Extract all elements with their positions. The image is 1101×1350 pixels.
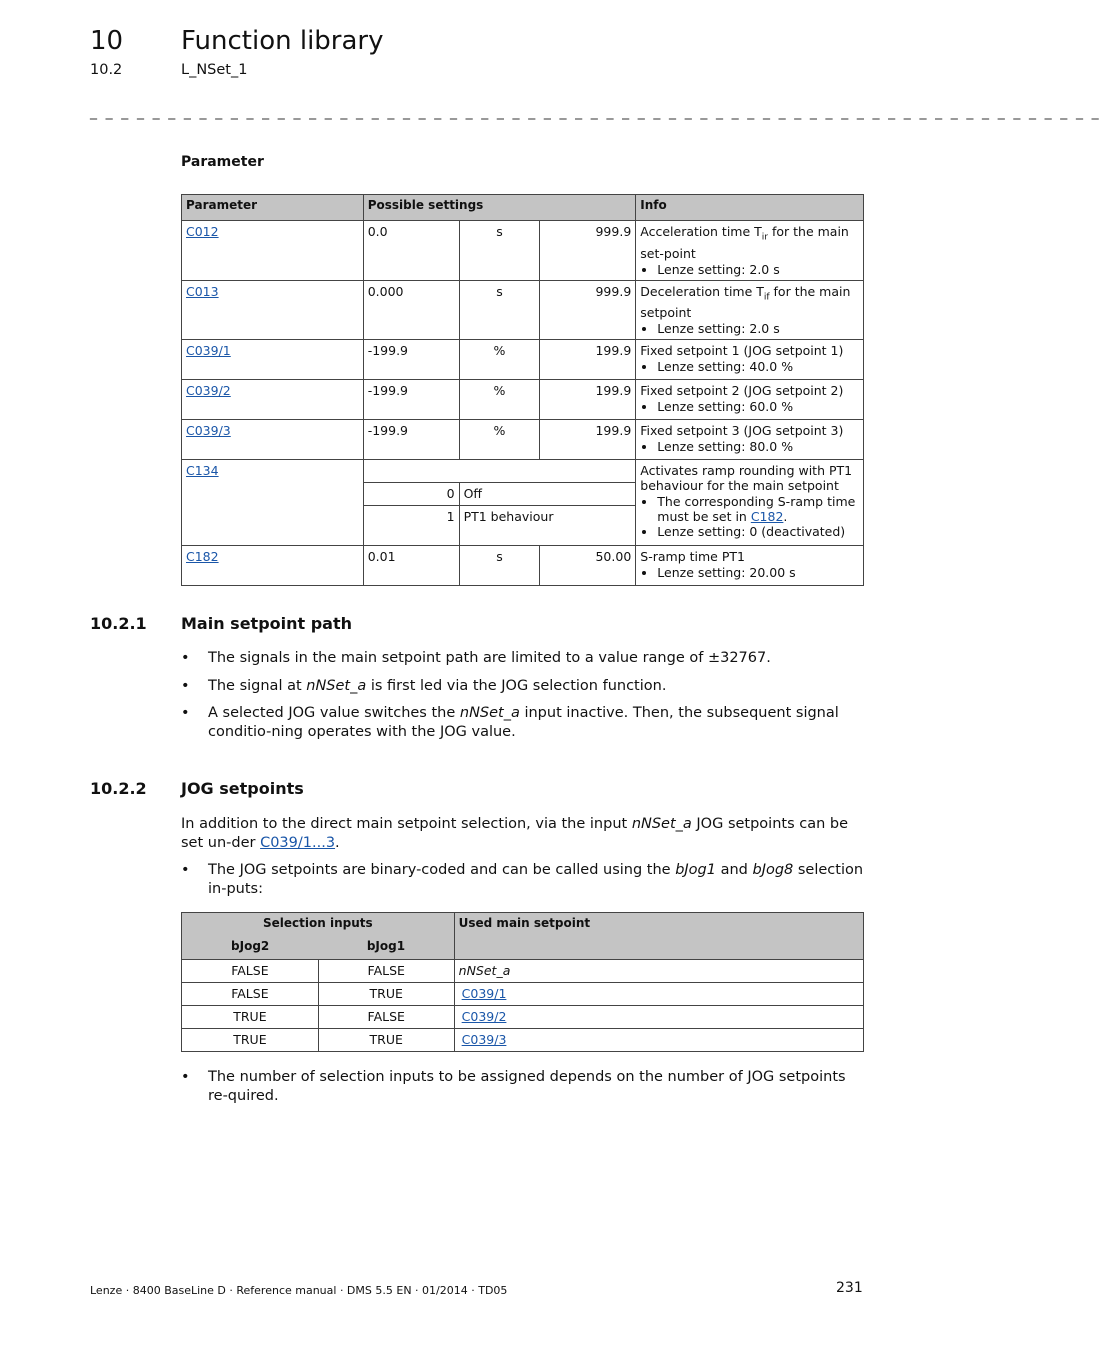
text-run: The signal at [208,678,307,694]
header-selection-inputs: Selection inputs [182,913,455,937]
list-item [181,704,864,742]
parameter-heading: Parameter [181,154,264,170]
chapter-number: 10 [90,26,124,56]
info-cell [636,420,864,460]
list-item [181,677,864,696]
info-text: Acceleration time T [640,224,762,239]
info-cell [636,546,864,586]
info-text: Activates ramp rounding with PT1 behaviour for the main setpoint [640,463,853,493]
empty-cell [363,460,636,483]
header-bjog2: bJog2 [182,936,319,960]
text-run: is first led via the JOG selection function. [366,678,667,694]
header-used-main-setpoint: Used main setpoint [454,913,863,960]
bullet: • [181,862,190,878]
jog-table-header [182,913,864,937]
max-value: 999.9 [540,221,636,281]
info-bullet: • Lenze setting: 80.0 % [657,439,859,454]
text-run: JOG setpoints can be set un-der [181,816,849,851]
bullet: • [181,678,190,694]
header-bjog1: bJog1 [318,936,454,960]
chapter-title: Function library [181,26,384,56]
parameter-table [181,194,864,586]
text-run: . [335,835,340,851]
max-value: 199.9 [540,340,636,380]
min-value: 0.000 [363,280,459,340]
text-run: In addition to the direct main setpoint selection, via the input [181,816,632,832]
info-bullet-text: The corresponding S-ramp time must be set in [657,494,856,524]
max-value: 999.9 [540,280,636,340]
list-item [181,649,864,668]
option-label: PT1 behaviour [459,506,636,546]
signal-name: nNSet_a [306,678,367,694]
param-link-c039-3[interactable]: C039/3 [186,423,231,438]
footer-document-info: Lenze · 8400 BaseLine D · Reference manual · DMS 5.5 EN · 01/2014 · TD05 [90,1284,508,1297]
info-bullet: • Lenze setting: 2.0 s [657,262,859,277]
info-cell [636,340,864,380]
info-text: for the main setpoint [640,283,851,320]
list-item-text: The signals in the main setpoint path are limited to a value range of ±32767. [208,650,771,666]
signal-name: nNSet_a [631,816,692,832]
unit: % [459,340,540,380]
info-subscript: ir [761,232,768,243]
info-text: Fixed setpoint 2 (JOG setpoint 2) [640,383,844,398]
parameter-table-header [182,195,864,221]
info-text: Fixed setpoint 3 (JOG setpoint 3) [640,423,844,438]
info-text: S-ramp time PT1 [640,549,745,564]
list-item-text [208,861,864,899]
list-item-text: The number of selection inputs to be assigned depends on the number of JOG setpoints re-quired. [208,1069,846,1104]
bullet: • [181,1069,190,1085]
max-value: 199.9 [540,380,636,420]
bjog1-value: TRUE [318,983,454,1006]
info-cell [636,380,864,420]
link-c039-1[interactable]: C039/1 [461,986,507,1001]
info-cell [636,221,864,281]
header-separator: _ _ _ _ _ _ _ _ _ _ _ _ _ _ _ _ _ _ _ _ _ _ _ _ _ _ _ _ _ _ _ _ _ _ _ _ _ _ _ _ _ _ _ _ _ _ _ _ _ _ _ _ _ _ _ _ _ _ _ _ _ _ _ _ _ [90,104,1101,120]
heading-jog-setpoints: JOG setpoints [181,779,304,798]
bjog1-value: TRUE [318,1029,454,1052]
min-value: -199.9 [363,340,459,380]
info-text: for the main set-point [640,224,849,261]
section-number: 10.2 [90,62,123,78]
max-value: 50.00 [540,546,636,586]
jog-selection-table [181,912,864,1052]
header-parameter: Parameter [182,195,364,221]
used-setpoint [454,960,863,983]
heading-main-setpoint-path: Main setpoint path [181,614,353,633]
info-text: Deceleration time T [640,283,764,299]
min-value: 0.01 [363,546,459,586]
bjog2-value: TRUE [182,1006,319,1029]
list-item [181,861,864,899]
link-c039-range[interactable]: C039/1...3 [260,835,336,851]
bjog1-value: FALSE [318,1006,454,1029]
option-label: Off [459,483,636,506]
param-link-c134[interactable]: C134 [186,463,219,478]
unit: s [459,221,540,281]
info-bullet [657,494,859,524]
min-value: -199.9 [363,380,459,420]
heading-number: 10.2.1 [90,614,147,633]
link-c182[interactable]: C182 [750,509,784,524]
table-row [182,460,864,483]
info-subscript: if [763,292,770,302]
bjog2-value: FALSE [182,983,319,1006]
bjog2-value: FALSE [182,960,319,983]
info-bullet: • Lenze setting: 2.0 s [657,321,859,336]
param-link-c039-2[interactable]: C039/2 [186,383,231,398]
bullet: • [181,650,190,666]
table-row [182,960,864,983]
header-possible-settings: Possible settings [363,195,636,221]
header-info: Info [636,195,864,221]
unit: s [459,280,540,340]
table-row [182,280,864,340]
text-run: A selected JOG value switches the [208,705,460,721]
info-bullet: • Lenze setting: 60.0 % [657,399,859,414]
param-link-c039-1[interactable]: C039/1 [186,343,231,358]
signal-name: bJog8 [752,862,794,878]
info-bullet: • Lenze setting: 0 (deactivated) [657,524,859,539]
table-row [182,340,864,380]
page-number: 231 [836,1280,863,1296]
table-row [182,1006,864,1029]
heading-number: 10.2.2 [90,779,147,798]
list-item [181,1068,864,1106]
option-value: 0 [363,483,459,506]
table-row [182,420,864,460]
info-text: Fixed setpoint 1 (JOG setpoint 1) [640,343,844,358]
text-run: The JOG setpoints are binary-coded and can be called using the [208,862,676,878]
bjog1-value: FALSE [318,960,454,983]
used-setpoint [454,983,863,1006]
table-row [182,1029,864,1052]
table-row [182,221,864,281]
info-bullet: • Lenze setting: 40.0 % [657,359,859,374]
text-run: input inactive. Then, the subsequent signal conditio-ning operates with the JOG value. [208,705,839,740]
option-value: 1 [363,506,459,546]
used-setpoint [454,1029,863,1052]
signal-name: bJog1 [675,862,716,878]
min-value: 0.0 [363,221,459,281]
signal-name: nNSet_a [459,705,520,721]
list-item-text [208,677,864,696]
info-cell [636,460,864,546]
used-setpoint [454,1006,863,1029]
param-link-c012[interactable]: C012 [186,224,219,239]
text-run: selection in-puts: [208,862,864,897]
unit: % [459,420,540,460]
unit: % [459,380,540,420]
link-c039-2[interactable]: C039/2 [461,1009,507,1024]
paragraph [181,815,864,853]
bullet: • [181,705,190,721]
table-row [182,983,864,1006]
table-row [182,546,864,586]
param-link-c013[interactable]: C013 [186,283,219,299]
text-run: and [715,862,753,878]
info-bullet-text: . [783,509,788,524]
bjog2-value: TRUE [182,1029,319,1052]
param-link-c182[interactable]: C182 [186,549,219,564]
max-value: 199.9 [540,420,636,460]
table-row [182,380,864,420]
link-c039-3[interactable]: C039/3 [461,1032,507,1047]
list-item-text [208,704,864,742]
info-cell [636,280,864,340]
info-bullet: • Lenze setting: 20.00 s [657,565,859,580]
unit: s [459,546,540,586]
min-value: -199.9 [363,420,459,460]
signal-name: nNSet_a [458,963,511,978]
section-title: L_NSet_1 [181,62,248,78]
